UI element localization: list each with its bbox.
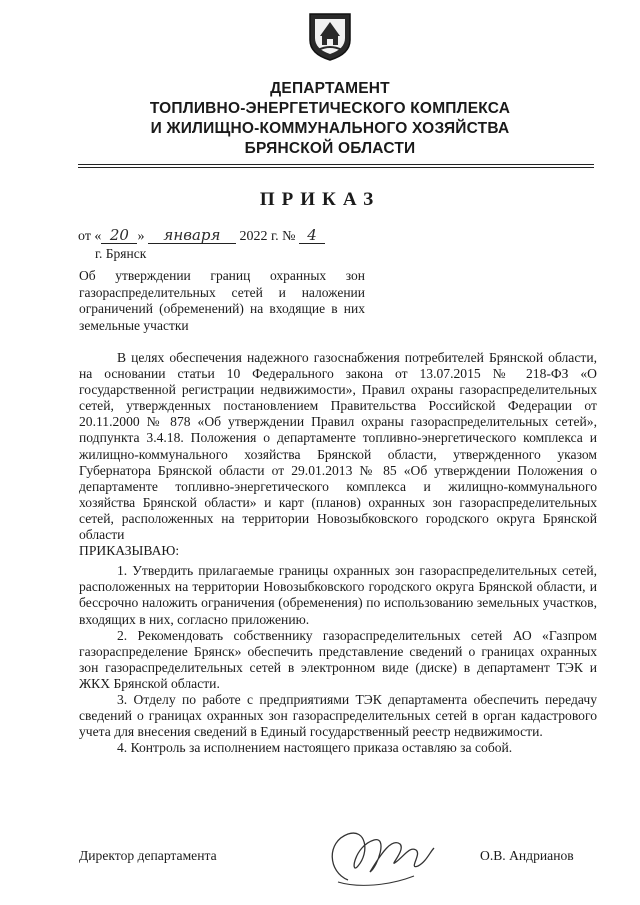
department-name-line-4: БРЯНСКОЙ ОБЛАСТИ — [244, 140, 416, 157]
order-item-2: 2. Рекомендовать собственнику газораспределительных сетей АО «Газпром газораспределение Брянск» обеспечить представление сведений о границах охранных зон газораспределительных сетей в электронном виде (диске) в департамент ТЭК и ЖКХ Брянской области. — [79, 627, 597, 691]
date-prefix: от « — [78, 229, 102, 244]
order-number: 4 — [299, 228, 325, 244]
order-item-4: 4. Контроль за исполнением настоящего приказа оставляю за собой. — [117, 740, 513, 756]
date-day: 20 — [101, 228, 137, 244]
order-body — [79, 350, 597, 756]
header-divider-bottom — [78, 167, 594, 168]
signatory-position: Директор департамента — [79, 848, 217, 863]
date-month: января — [148, 228, 236, 244]
date-year: 2022 г. — [239, 229, 279, 244]
department-name-line-1: ДЕПАРТАМЕНТ — [270, 80, 390, 97]
order-item-3: 3. Отделу по работе с предприятиями ТЭК департамента обеспечить передачу сведений о границах охранных зон газораспределительных сетей в орган кадастрового учета для внесения сведений в Единый государственный реестр недвижимости. — [79, 691, 597, 740]
city: г. Брянск — [95, 246, 147, 261]
order-number-label: № — [282, 229, 296, 244]
command-word: ПРИКАЗЫВАЮ: — [79, 543, 180, 559]
header-divider-top — [78, 164, 594, 165]
document-title: ПРИКАЗ — [259, 189, 381, 210]
order-subject: Об утверждении границ охранных зон газораспределительных сетей и наложении ограничений (обременений) на входящие в них земельные участки — [79, 268, 365, 333]
order-item-1: 1. Утвердить прилагаемые границы охранных зон газораспределительных сетей, расположенных на территории Новозыбковского городского округа Брянской области, и бессрочно наложить ограничения (обременения) по использованию земельных участков, входящих в них, согласно приложению. — [79, 563, 597, 627]
coat-of-arms-emblem — [306, 10, 354, 62]
date-mid: » — [137, 229, 145, 244]
date-line — [78, 228, 325, 245]
handwritten-signature — [318, 822, 438, 890]
department-name-line-2: ТОПЛИВНО-ЭНЕРГЕТИЧЕСКОГО КОМПЛЕКСА — [149, 100, 511, 117]
preamble-paragraph: В целях обеспечения надежного газоснабжения потребителей Брянской области, на основании статьи 10 Федерального закона от 13.07.2015 № 218-ФЗ «О государственной регистрации недвижимости», Правил охраны газораспределительных сетей, утвержденных постановлением Правительства Российской Федерации от 20.11.2000 № 878 «Об утверждении Правил охраны газораспределительных сетей», подпункта 3.4.18. Положения о департаменте топливно-энергетического комплекса и жилищно-коммунального хозяйства Брянской области, утвержденного указом Губернатора Брянской области от 29.01.2013 № 85 «Об утверждении Положения о департаменте топливно-энергетического комплекса и жилищно-коммунального хозяйства Брянской области» и карт (планов) охранных зон газораспределительных сетей, расположенных на территории Новозыбковского городского округа Брянской области — [79, 350, 597, 543]
signatory-name: О.В. Андрианов — [480, 848, 574, 863]
department-name-line-3: И ЖИЛИЩНО-КОММУНАЛЬНОГО ХОЗЯЙСТВА — [150, 120, 510, 137]
